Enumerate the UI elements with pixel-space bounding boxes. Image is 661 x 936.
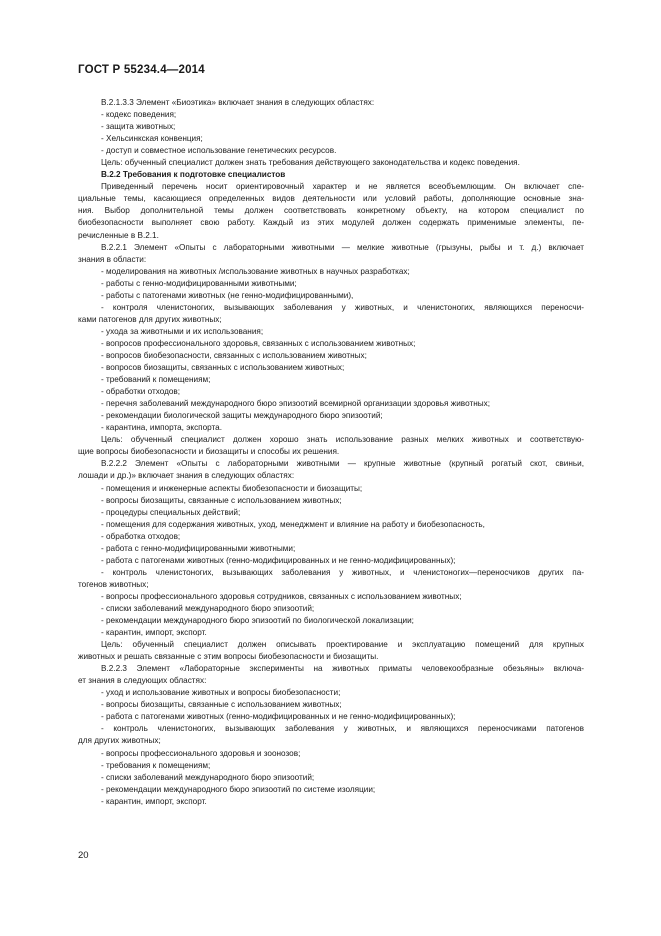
text-line: Цель: обученный специалист должен описывать проектирование и эксплуатацию помещений для крупных (101, 640, 584, 650)
list-item-line: - вопросы биозащиты, связанные с использованием животных; (101, 700, 342, 710)
text-line: Приведенный перечень носит ориентировочный характер и не является всеобъемлющим. Он включает спе- (101, 182, 584, 192)
text-line: В.2.2 Требования к подготовке специалистов (101, 170, 286, 180)
list-item-line: - уход и использование животных и вопросы биобезопасности; (101, 688, 341, 698)
text-line: В.2.1.3.3 Элемент «Биоэтика» включает знания в следующих областях: (101, 98, 375, 107)
list-item-line: - работы с генно-модифицированными животными; (101, 278, 297, 288)
list-item-line: - работа с патогенами животных (генно-модифицированных и не генно-модифицированных); (101, 712, 456, 722)
text-line: знания в области: (78, 254, 147, 264)
text-line: ния. Выбор дополнительной темы должен соответствовать конкретному объекту, на котором специалист по (78, 206, 584, 216)
list-item-line: - списки заболеваний международного бюро эпизоотий; (101, 603, 315, 613)
list-item-line: - работы с патогенами животных (не генно-модифицированными), (101, 290, 354, 300)
list-item-line: - работа с генно-модифицированными животными; (101, 543, 296, 553)
list-item-line: - карантин, импорт, экспорт. (101, 628, 207, 638)
list-item-line: - контроль членистоногих, вызывающих заболевания у животных, и являющихся переносчиками патогенов (101, 724, 584, 734)
list-item-line: - работа с патогенами животных (генно-модифицированных и не генно-модифицированных); (101, 555, 456, 565)
list-item-line: - доступ и совместное использование генетических ресурсов. (101, 146, 337, 156)
list-item-line: - моделирования на животных /использование животных в научных разработках; (101, 266, 410, 276)
text-line: щие вопросы биобезопасности и биозащиты и способы их решения. (78, 447, 340, 457)
list-item-line: - требования к помещениям; (101, 760, 211, 770)
text-line: В.2.2.2 Элемент «Опыты с лабораторными животными — крупные животные (крупный рогатый скот, свиньи, (101, 459, 584, 469)
text-line: лошади и др.)» включает знания в следующих областях: (78, 471, 295, 481)
page-number: 20 (78, 850, 89, 861)
list-item-line: - карантина, импорта, экспорта. (101, 423, 223, 433)
list-item-line: - обработка отходов; (101, 531, 181, 541)
list-item-line: - карантин, импорт, экспорт. (101, 796, 207, 806)
text-line: биобезопасности выполняет свою работу. Каждый из этих модулей должен содержать применимые элементы, пе- (78, 218, 584, 228)
list-item-line: - списки заболеваний международного бюро эпизоотий; (101, 772, 315, 782)
list-item-line: - рекомендации международного бюро эпизоотий по системе изоляции; (101, 784, 376, 794)
text-line: Цель: обученный специалист должен знать требования действующего законодательства и кодекс поведения. (101, 158, 520, 168)
list-item-line: - вопросов биобезопасности, связанных с использованием животных; (101, 350, 367, 360)
text-line: для других животных; (78, 736, 161, 746)
list-item-line: - контроля членистоногих, вызывающих заболевания у животных, и членистоногих, являющихся переносчи- (101, 302, 584, 312)
text-line: речисленные в В.2.1. (78, 230, 159, 240)
list-item-line: - рекомендации биологической защиты международного бюро эпизоотий; (101, 411, 383, 421)
list-item-line: - перечня заболеваний международного бюро эпизоотий всемирной организации здоровья животных; (101, 399, 490, 409)
list-item-line: - помещения для содержания животных, уход, менеджмент и влияние на работу и биобезопасность, (101, 519, 485, 529)
list-item-line: - рекомендации международного бюро эпизоотий по биологической локализации; (101, 616, 414, 626)
text-line: В.2.2.3 Элемент «Лабораторные эксперименты на животных приматы человекообразные обезьяны» включа- (101, 664, 584, 674)
list-item-line: - контроль членистоногих, вызывающих заболевания у животных, и членистоногих—переносчиков других па- (101, 567, 584, 577)
text-line: В.2.2.1 Элемент «Опыты с лабораторными животными — мелкие животные (грызуны, рыбы и т. д.) включает (101, 242, 584, 252)
text-line: животных и решать связанные с этим вопросы биобезопасности и биозащиты. (78, 652, 379, 662)
list-item-line: - вопросов профессионального здоровья, связанных с использованием животных; (101, 338, 416, 348)
list-item-line: - помещения и инженерные аспекты биобезопасности и биозащиты; (101, 483, 363, 493)
text-line: ет знания в следующих областях: (78, 676, 207, 686)
list-item-line: - процедуры специальных действий; (101, 507, 241, 517)
document-body (78, 97, 584, 808)
list-item-line: - вопросы профессионального здоровья и зоонозов; (101, 748, 301, 758)
list-item-line: - Хельсинкская конвенция; (101, 134, 203, 144)
text-line: тогенов животных; (78, 579, 149, 589)
text-line: Цель: обученный специалист должен хорошо знать использование разных мелких животных и соответствую- (101, 435, 584, 445)
list-item-line: - обработки отходов; (101, 387, 181, 397)
list-item-line: - вопросы профессионального здоровья сотрудников, связанных с использованием животных; (101, 591, 462, 601)
list-item-line: - вопросов биозащиты, связанных с использованием животных; (101, 363, 345, 373)
list-item-line: - вопросы биозащиты, связанные с использованием животных; (101, 495, 342, 505)
list-item-line: - ухода за животными и их использования; (101, 326, 264, 336)
list-item-line: - защита животных; (101, 122, 176, 132)
list-item-line: - кодекс поведения; (101, 110, 177, 120)
list-item-line: - требований к помещениям; (101, 375, 211, 385)
document-header: ГОСТ Р 55234.4—2014 (78, 64, 205, 76)
text-line: циальные темы, касающиеся определенных видов деятельности или условий работы, дополняющие основные зна- (78, 194, 584, 204)
text-line: ками патогенов для других животных; (78, 314, 222, 324)
